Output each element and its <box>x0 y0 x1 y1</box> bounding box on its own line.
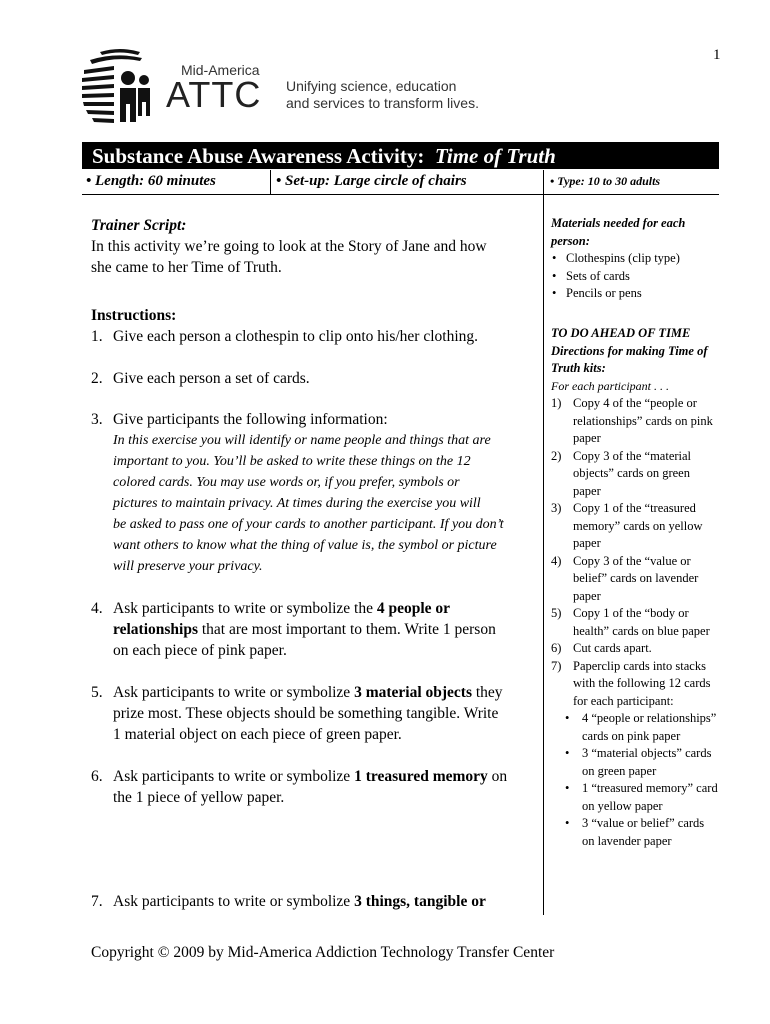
step-text: on each piece of pink paper. <box>113 642 287 659</box>
page-title <box>92 144 556 169</box>
instructions-heading: Instructions: <box>91 307 177 324</box>
directions-heading: Directions for making Time of Truth kits: <box>551 343 708 375</box>
step-number: 3. <box>91 411 103 428</box>
step-text <box>113 598 541 619</box>
kit-step-text: Copy 1 of the “body or health” cards on blue paper <box>573 606 710 638</box>
ahead-heading: TO DO AHEAD OF TIME <box>551 326 691 340</box>
step-text: prize most. These objects should be something tangible. Write <box>113 705 499 722</box>
step-3-detail-line: In this exercise you will identify or name people and things that are <box>113 433 491 448</box>
kit-step-text: Copy 1 of the “treasured memory” cards on yellow paper <box>573 501 703 550</box>
bullet-icon: • <box>565 816 570 830</box>
meta-divider <box>543 170 544 194</box>
for-each-participant: For each participant . . . <box>551 378 669 393</box>
stack-item-text: 3 “material objects” cards on green paper <box>582 746 712 778</box>
stack-item-text: 3 “value or belief” cards on lavender paper <box>582 816 705 848</box>
step-text <box>113 766 541 787</box>
kit-step-number: 5) <box>551 606 562 620</box>
instruction-step-3 <box>91 409 541 577</box>
stack-item <box>551 745 719 780</box>
step-number: 2. <box>91 370 103 387</box>
meta-setup: • Set-up: Large circle of chairs <box>276 173 467 189</box>
stack-item <box>551 815 719 850</box>
step-3-detail-line: will preserve your privacy. <box>113 559 263 574</box>
title-bar <box>82 142 719 169</box>
instruction-step-7 <box>91 891 541 912</box>
step-text-bold: 1 treasured memory <box>354 768 488 785</box>
page-number: 1 <box>713 47 721 63</box>
kit-step-text: Copy 4 of the “people or relationships” cards on pink paper <box>573 396 713 445</box>
kit-step <box>551 553 719 606</box>
materials-section <box>551 215 719 303</box>
kit-step-number: 7) <box>551 658 562 673</box>
step-3-detail-line: important to you. You’ll be asked to write these things on the 12 <box>113 454 471 469</box>
step-text-part: Ask participants to write or symbolize the <box>113 600 377 617</box>
kit-step-text: Paperclip cards into stacks with the following 12 cards for each participant: <box>573 658 711 708</box>
kit-step-text: Cut cards apart. <box>573 641 652 655</box>
org-name-top: Mid-America <box>181 62 260 78</box>
kit-step <box>551 448 719 501</box>
instruction-step-5 <box>91 682 541 745</box>
kit-step-number: 2) <box>551 448 562 463</box>
step-text <box>113 619 541 640</box>
step-text-bold: 3 material objects <box>354 684 472 701</box>
instruction-step-6 <box>91 766 541 808</box>
step-3-detail-line: colored cards. You may use words or, if you prefer, symbols or <box>113 475 460 490</box>
list-item: • Pencils or pens <box>551 285 719 303</box>
step-text <box>113 682 541 703</box>
trainer-script-line: she came to her Time of Truth. <box>91 259 282 276</box>
instruction-step-1 <box>91 326 541 347</box>
step-3-detail-line: want others to know what the thing of value is, the symbol or picture <box>113 538 497 553</box>
step-number: 4. <box>91 600 103 617</box>
meta-divider <box>270 170 271 194</box>
copyright-footer: Copyright © 2009 by Mid-America Addiction Technology Transfer Center <box>91 944 555 961</box>
trainer-script-line: In this activity we’re going to look at the Story of Jane and how <box>91 238 487 255</box>
step-number: 7. <box>91 893 103 910</box>
stack-item <box>551 710 719 745</box>
meta-type: • Type: 10 to 30 adults <box>550 174 661 188</box>
kit-step-text: Copy 3 of the “material objects” cards on green paper <box>573 448 692 498</box>
instruction-step-2 <box>91 368 541 389</box>
step-3-detail-line: be asked to pass one of your cards to another participant. If you don’t <box>113 517 504 532</box>
kit-step-number: 3) <box>551 501 562 515</box>
materials-list <box>551 250 719 303</box>
materials-heading: Materials needed for each person: <box>551 216 686 248</box>
kit-step-number: 1) <box>551 396 562 410</box>
step-text-part: they <box>472 684 503 701</box>
step-text: the 1 piece of yellow paper. <box>113 789 285 806</box>
step-text-bold: 3 things, tangible or <box>354 893 486 910</box>
kit-step-number: 4) <box>551 553 562 568</box>
kit-step <box>551 640 719 658</box>
stack-item <box>551 780 719 815</box>
bullet-icon: • <box>565 781 570 795</box>
tagline-line-2: and services to transform lives. <box>286 95 479 111</box>
bullet-icon: • <box>565 711 570 725</box>
step-text-part: on <box>487 768 508 785</box>
stack-item-text: 1 “treasured memory” card on yellow paper <box>582 781 718 813</box>
step-number: 5. <box>91 684 103 701</box>
title-emphasis: Time of Truth <box>434 144 556 168</box>
kit-step-number: 6) <box>551 641 562 655</box>
instruction-step-4 <box>91 598 541 661</box>
step-text-part: Ask participants to write or symbolize <box>113 768 355 785</box>
trainer-script-heading: Trainer Script: <box>91 217 187 234</box>
kit-step-text: Copy 3 of the “value or belief” cards on lavender paper <box>573 553 699 603</box>
list-item: • Clothespins (clip type) <box>551 250 719 268</box>
step-number: 1. <box>91 328 103 345</box>
ahead-of-time-section <box>551 325 719 850</box>
step-number: 6. <box>91 768 103 785</box>
stack-item-text: 4 “people or relationships” cards on pink paper <box>582 711 717 743</box>
title-prefix: Substance Abuse Awareness Activity: <box>92 144 425 168</box>
bullet-icon: • <box>565 746 570 760</box>
step-text-bold: 4 people or <box>376 600 451 617</box>
step-text <box>113 891 541 912</box>
step-3-detail-line: pictures to maintain privacy. At times during the exercise you will <box>113 496 481 511</box>
list-item: • Sets of cards <box>551 268 719 286</box>
column-divider <box>543 195 544 915</box>
step-text: 1 material object on each piece of green paper. <box>113 726 402 743</box>
step-text-part: Ask participants to write or symbolize <box>113 893 355 910</box>
kit-step <box>551 658 719 711</box>
step-text-part: that are most important to them. Write 1 person <box>198 621 496 638</box>
kit-step <box>551 395 719 448</box>
org-name: ATTC <box>166 74 262 115</box>
attc-logo-icon <box>80 46 152 128</box>
kit-step <box>551 500 719 553</box>
meta-row <box>82 170 719 195</box>
step-text: Give each person a clothespin to clip onto his/her clothing. <box>113 328 479 345</box>
meta-length: • Length: 60 minutes <box>86 173 216 189</box>
step-text-bold: relationships <box>113 621 198 638</box>
kit-step <box>551 605 719 640</box>
tagline-line-1: Unifying science, education <box>286 78 457 94</box>
step-text-part: Ask participants to write or symbolize <box>113 684 355 701</box>
step-text: Give each person a set of cards. <box>113 370 310 387</box>
step-text: Give participants the following information: <box>113 411 388 428</box>
